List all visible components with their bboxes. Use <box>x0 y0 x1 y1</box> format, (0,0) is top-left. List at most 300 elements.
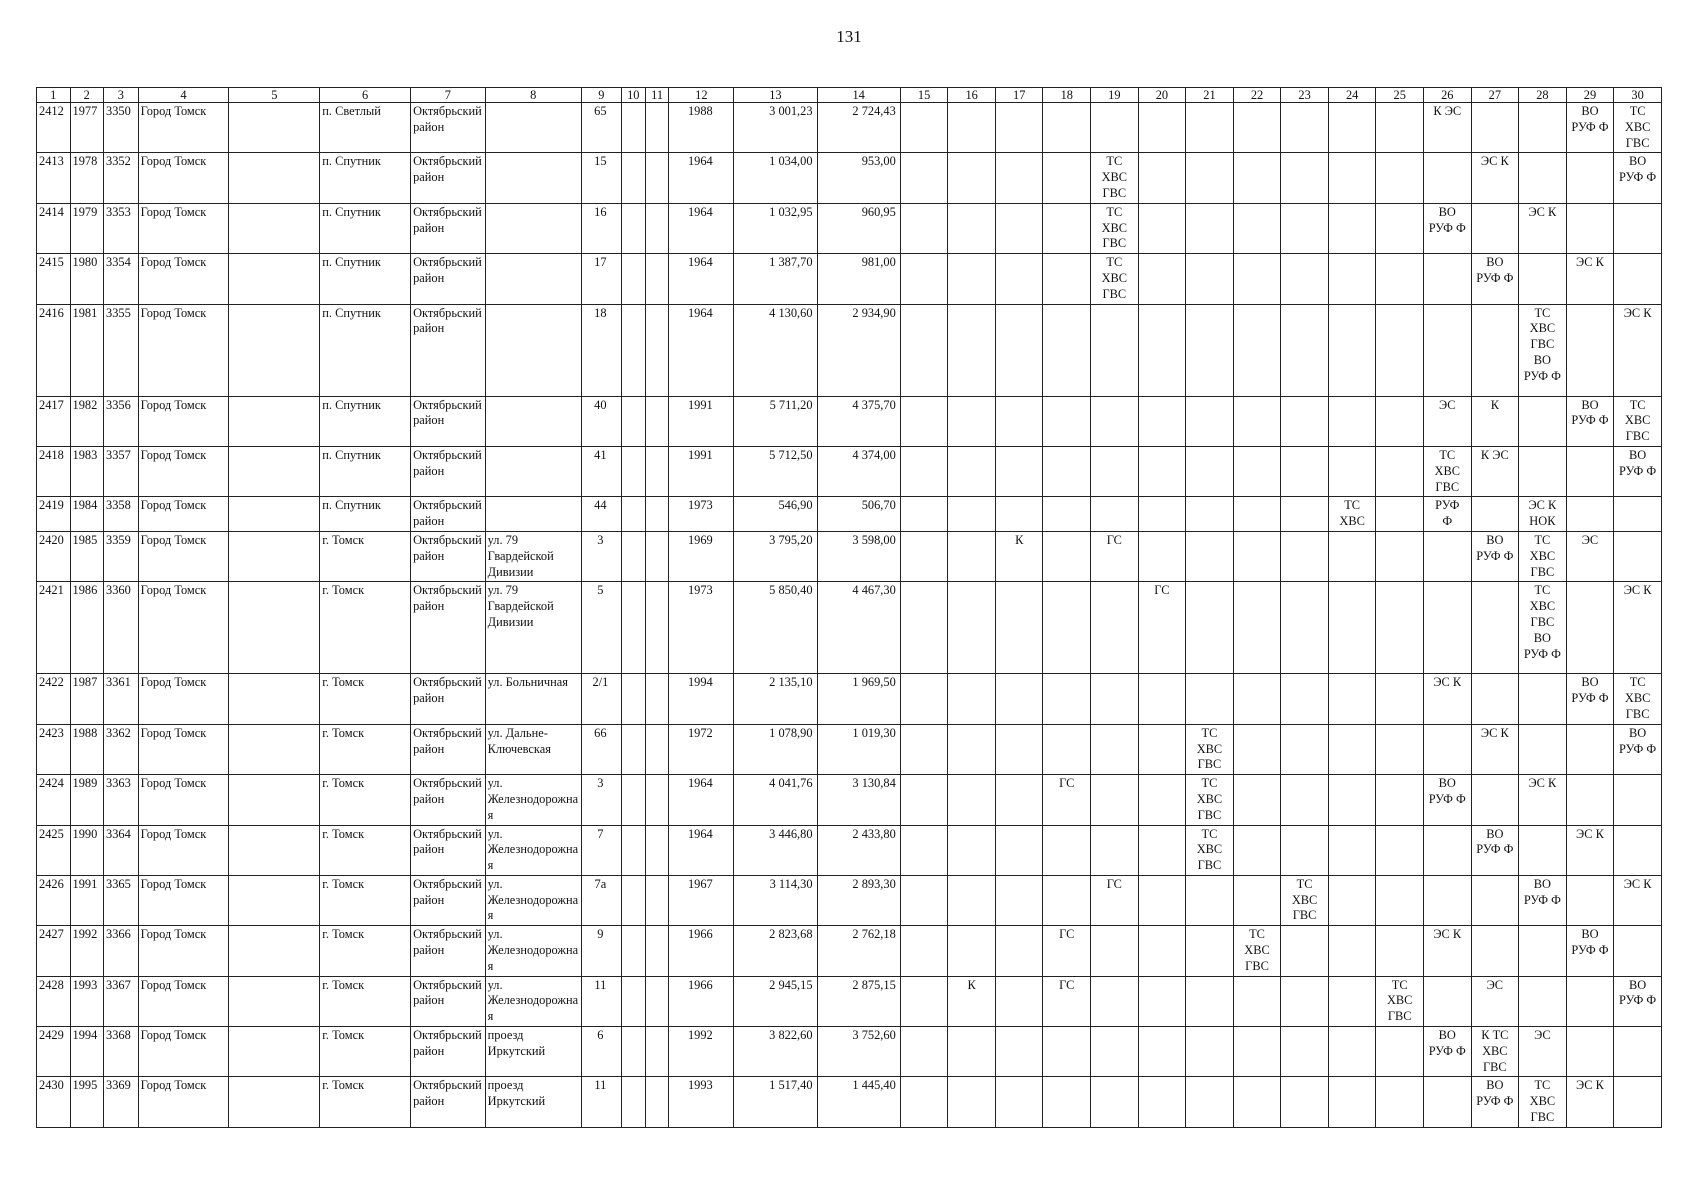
cell-col-5 <box>229 875 320 925</box>
cell-col-12: 1973 <box>669 582 734 674</box>
cell-col-4: Город Томск <box>138 926 229 976</box>
cell-col-30: ЭС К <box>1614 875 1662 925</box>
cell-col-17 <box>995 724 1043 774</box>
cell-col-29: ЭС К <box>1566 254 1614 304</box>
cell-col-5 <box>229 153 320 203</box>
cell-col-21 <box>1186 203 1234 253</box>
cell-col-20 <box>1138 1077 1186 1127</box>
cell-col-7: Октябрьский район <box>411 674 486 724</box>
cell-col-29: ЭС К <box>1566 1077 1614 1127</box>
cell-col-10 <box>621 674 645 724</box>
cell-col-20 <box>1138 775 1186 825</box>
cell-col-5 <box>229 103 320 153</box>
cell-col-28: ЭС К НОК <box>1519 497 1567 532</box>
cell-col-18 <box>1043 254 1091 304</box>
cell-col-14: 2 433,80 <box>817 825 900 875</box>
cell-col-7: Октябрьский район <box>411 254 486 304</box>
cell-col-23 <box>1281 582 1329 674</box>
cell-col-11 <box>645 775 669 825</box>
cell-col-15 <box>900 304 948 396</box>
cell-col-21 <box>1186 497 1234 532</box>
cell-col-5 <box>229 1077 320 1127</box>
cell-col-6: п. Спутник <box>320 203 411 253</box>
cell-col-11 <box>645 875 669 925</box>
table-row <box>37 926 1662 976</box>
cell-col-1: 2412 <box>37 103 71 153</box>
cell-col-8 <box>485 153 581 203</box>
cell-col-19 <box>1091 976 1139 1026</box>
cell-col-14: 981,00 <box>817 254 900 304</box>
cell-col-22 <box>1233 674 1281 724</box>
cell-col-15 <box>900 1077 948 1127</box>
cell-col-9: 40 <box>581 396 621 446</box>
cell-col-3: 3359 <box>104 531 139 581</box>
cell-col-24 <box>1328 1077 1376 1127</box>
cell-col-8: ул. Железнодорожная <box>485 926 581 976</box>
cell-col-15 <box>900 1027 948 1077</box>
table-row <box>37 254 1662 304</box>
cell-col-30 <box>1614 203 1662 253</box>
cell-col-28: ТС ХВС ГВС <box>1519 1077 1567 1127</box>
cell-col-28: ЭС <box>1519 1027 1567 1077</box>
cell-col-1: 2413 <box>37 153 71 203</box>
cell-col-7: Октябрьский район <box>411 976 486 1026</box>
cell-col-11 <box>645 103 669 153</box>
column-number-21: 21 <box>1186 88 1234 103</box>
cell-col-27: ВО РУФ Ф <box>1471 1077 1519 1127</box>
cell-col-22 <box>1233 1077 1281 1127</box>
cell-col-2: 1983 <box>70 446 104 496</box>
cell-col-28 <box>1519 926 1567 976</box>
cell-col-18 <box>1043 497 1091 532</box>
cell-col-16 <box>948 446 996 496</box>
cell-col-19 <box>1091 724 1139 774</box>
cell-col-6: г. Томск <box>320 531 411 581</box>
cell-col-12: 1994 <box>669 674 734 724</box>
column-number-25: 25 <box>1376 88 1424 103</box>
cell-col-4: Город Томск <box>138 531 229 581</box>
cell-col-23 <box>1281 153 1329 203</box>
cell-col-17 <box>995 926 1043 976</box>
cell-col-1: 2424 <box>37 775 71 825</box>
table-row <box>37 1077 1662 1127</box>
cell-col-3: 3356 <box>104 396 139 446</box>
cell-col-26 <box>1423 254 1471 304</box>
cell-col-21 <box>1186 926 1234 976</box>
cell-col-5 <box>229 926 320 976</box>
cell-col-9: 9 <box>581 926 621 976</box>
cell-col-25 <box>1376 1027 1424 1077</box>
page-number: 131 <box>836 27 862 46</box>
cell-col-9: 3 <box>581 775 621 825</box>
cell-col-26: ЭС К <box>1423 674 1471 724</box>
cell-col-13: 3 001,23 <box>734 103 817 153</box>
cell-col-7: Октябрьский район <box>411 724 486 774</box>
cell-col-19: ТС ХВС ГВС <box>1091 153 1139 203</box>
cell-col-20 <box>1138 304 1186 396</box>
cell-col-18 <box>1043 582 1091 674</box>
cell-col-28 <box>1519 724 1567 774</box>
column-number-6: 6 <box>320 88 411 103</box>
cell-col-8: ул. Железнодорожная <box>485 875 581 925</box>
cell-col-19: ТС ХВС ГВС <box>1091 254 1139 304</box>
cell-col-21 <box>1186 254 1234 304</box>
cell-col-1: 2417 <box>37 396 71 446</box>
cell-col-19: ТС ХВС ГВС <box>1091 203 1139 253</box>
cell-col-6: г. Томск <box>320 775 411 825</box>
cell-col-6: п. Спутник <box>320 304 411 396</box>
cell-col-10 <box>621 103 645 153</box>
cell-col-3: 3361 <box>104 674 139 724</box>
cell-col-6: г. Томск <box>320 582 411 674</box>
cell-col-8: ул. 79 Гвардейской Дивизии <box>485 531 581 581</box>
cell-col-22 <box>1233 446 1281 496</box>
cell-col-25 <box>1376 531 1424 581</box>
cell-col-17 <box>995 304 1043 396</box>
cell-col-11 <box>645 724 669 774</box>
cell-col-29 <box>1566 775 1614 825</box>
cell-col-29 <box>1566 1027 1614 1077</box>
cell-col-2: 1978 <box>70 153 104 203</box>
cell-col-10 <box>621 1027 645 1077</box>
cell-col-12: 1964 <box>669 304 734 396</box>
cell-col-20: ГС <box>1138 582 1186 674</box>
cell-col-4: Город Томск <box>138 775 229 825</box>
cell-col-30: ТС ХВС ГВС <box>1614 674 1662 724</box>
cell-col-19 <box>1091 304 1139 396</box>
cell-col-13: 5 712,50 <box>734 446 817 496</box>
cell-col-13: 2 945,15 <box>734 976 817 1026</box>
cell-col-1: 2421 <box>37 582 71 674</box>
cell-col-14: 2 762,18 <box>817 926 900 976</box>
cell-col-19: ГС <box>1091 531 1139 581</box>
cell-col-29 <box>1566 446 1614 496</box>
cell-col-20 <box>1138 254 1186 304</box>
cell-col-21: ТС ХВС ГВС <box>1186 825 1234 875</box>
cell-col-4: Город Томск <box>138 203 229 253</box>
cell-col-7: Октябрьский район <box>411 531 486 581</box>
cell-col-27: К ТС ХВС ГВС <box>1471 1027 1519 1077</box>
cell-col-15 <box>900 976 948 1026</box>
cell-col-8 <box>485 446 581 496</box>
cell-col-17 <box>995 674 1043 724</box>
cell-col-21 <box>1186 976 1234 1026</box>
cell-col-27: К <box>1471 396 1519 446</box>
cell-col-4: Город Томск <box>138 153 229 203</box>
cell-col-4: Город Томск <box>138 304 229 396</box>
cell-col-29: ЭС <box>1566 531 1614 581</box>
cell-col-17 <box>995 976 1043 1026</box>
cell-col-21 <box>1186 396 1234 446</box>
cell-col-2: 1982 <box>70 396 104 446</box>
column-number-9: 9 <box>581 88 621 103</box>
cell-col-17 <box>995 254 1043 304</box>
cell-col-21 <box>1186 1077 1234 1127</box>
cell-col-7: Октябрьский район <box>411 825 486 875</box>
cell-col-6: г. Томск <box>320 976 411 1026</box>
cell-col-27 <box>1471 497 1519 532</box>
cell-col-22 <box>1233 531 1281 581</box>
cell-col-20 <box>1138 103 1186 153</box>
cell-col-1: 2414 <box>37 203 71 253</box>
cell-col-6: г. Томск <box>320 724 411 774</box>
cell-col-13: 4 041,76 <box>734 775 817 825</box>
cell-col-10 <box>621 396 645 446</box>
cell-col-6: п. Спутник <box>320 497 411 532</box>
table-row <box>37 1027 1662 1077</box>
cell-col-14: 1 969,50 <box>817 674 900 724</box>
cell-col-27 <box>1471 304 1519 396</box>
cell-col-2: 1991 <box>70 875 104 925</box>
cell-col-13: 2 823,68 <box>734 926 817 976</box>
cell-col-2: 1994 <box>70 1027 104 1077</box>
cell-col-25 <box>1376 497 1424 532</box>
cell-col-1: 2430 <box>37 1077 71 1127</box>
column-number-11: 11 <box>645 88 669 103</box>
cell-col-28 <box>1519 674 1567 724</box>
cell-col-2: 1993 <box>70 976 104 1026</box>
cell-col-10 <box>621 446 645 496</box>
cell-col-20 <box>1138 497 1186 532</box>
cell-col-24 <box>1328 153 1376 203</box>
cell-col-3: 3367 <box>104 976 139 1026</box>
column-number-29: 29 <box>1566 88 1614 103</box>
cell-col-17 <box>995 1027 1043 1077</box>
table-row <box>37 396 1662 446</box>
column-number-7: 7 <box>411 88 486 103</box>
cell-col-10 <box>621 582 645 674</box>
cell-col-15 <box>900 203 948 253</box>
cell-col-28 <box>1519 153 1567 203</box>
cell-col-17 <box>995 153 1043 203</box>
column-number-27: 27 <box>1471 88 1519 103</box>
cell-col-18 <box>1043 396 1091 446</box>
cell-col-19 <box>1091 1027 1139 1077</box>
cell-col-13: 3 822,60 <box>734 1027 817 1077</box>
cell-col-22 <box>1233 1027 1281 1077</box>
cell-col-19 <box>1091 1077 1139 1127</box>
cell-col-18 <box>1043 153 1091 203</box>
cell-col-23 <box>1281 775 1329 825</box>
column-number-14: 14 <box>817 88 900 103</box>
cell-col-4: Город Томск <box>138 724 229 774</box>
cell-col-26: ВО РУФ Ф <box>1423 203 1471 253</box>
cell-col-1: 2419 <box>37 497 71 532</box>
cell-col-18 <box>1043 1077 1091 1127</box>
cell-col-16 <box>948 825 996 875</box>
column-number-28: 28 <box>1519 88 1567 103</box>
cell-col-5 <box>229 304 320 396</box>
cell-col-12: 1966 <box>669 976 734 1026</box>
cell-col-1: 2427 <box>37 926 71 976</box>
cell-col-4: Город Томск <box>138 1027 229 1077</box>
cell-col-22 <box>1233 875 1281 925</box>
cell-col-23: ТС ХВС ГВС <box>1281 875 1329 925</box>
cell-col-21: ТС ХВС ГВС <box>1186 724 1234 774</box>
column-number-12: 12 <box>669 88 734 103</box>
cell-col-25 <box>1376 775 1424 825</box>
cell-col-2: 1984 <box>70 497 104 532</box>
cell-col-29 <box>1566 976 1614 1026</box>
cell-col-30 <box>1614 1077 1662 1127</box>
cell-col-11 <box>645 1077 669 1127</box>
cell-col-20 <box>1138 446 1186 496</box>
cell-col-6: г. Томск <box>320 825 411 875</box>
cell-col-18 <box>1043 531 1091 581</box>
cell-col-11 <box>645 396 669 446</box>
cell-col-15 <box>900 103 948 153</box>
table-row <box>37 825 1662 875</box>
cell-col-28 <box>1519 254 1567 304</box>
cell-col-2: 1977 <box>70 103 104 153</box>
cell-col-24 <box>1328 254 1376 304</box>
cell-col-17 <box>995 497 1043 532</box>
cell-col-18 <box>1043 103 1091 153</box>
cell-col-29 <box>1566 304 1614 396</box>
cell-col-24 <box>1328 1027 1376 1077</box>
cell-col-13: 5 711,20 <box>734 396 817 446</box>
housing-register-table <box>36 87 1662 1128</box>
cell-col-16 <box>948 582 996 674</box>
cell-col-18: ГС <box>1043 926 1091 976</box>
cell-col-25: ТС ХВС ГВС <box>1376 976 1424 1026</box>
cell-col-26 <box>1423 875 1471 925</box>
cell-col-29: ВО РУФ Ф <box>1566 926 1614 976</box>
cell-col-18 <box>1043 724 1091 774</box>
cell-col-19 <box>1091 582 1139 674</box>
cell-col-9: 18 <box>581 304 621 396</box>
cell-col-16 <box>948 674 996 724</box>
column-number-13: 13 <box>734 88 817 103</box>
cell-col-7: Октябрьский район <box>411 203 486 253</box>
cell-col-12: 1967 <box>669 875 734 925</box>
cell-col-9: 2/1 <box>581 674 621 724</box>
cell-col-7: Октябрьский район <box>411 775 486 825</box>
cell-col-5 <box>229 254 320 304</box>
table-row <box>37 674 1662 724</box>
cell-col-2: 1980 <box>70 254 104 304</box>
cell-col-15 <box>900 875 948 925</box>
cell-col-24 <box>1328 926 1376 976</box>
cell-col-16 <box>948 775 996 825</box>
cell-col-11 <box>645 976 669 1026</box>
cell-col-6: п. Спутник <box>320 153 411 203</box>
cell-col-10 <box>621 497 645 532</box>
cell-col-22 <box>1233 825 1281 875</box>
cell-col-5 <box>229 1027 320 1077</box>
column-number-18: 18 <box>1043 88 1091 103</box>
cell-col-30 <box>1614 497 1662 532</box>
cell-col-27: ЭС К <box>1471 153 1519 203</box>
cell-col-14: 3 752,60 <box>817 1027 900 1077</box>
cell-col-19 <box>1091 775 1139 825</box>
cell-col-24 <box>1328 446 1376 496</box>
table-row <box>37 531 1662 581</box>
cell-col-8: проезд Иркутский <box>485 1077 581 1127</box>
cell-col-13: 1 032,95 <box>734 203 817 253</box>
cell-col-6: п. Спутник <box>320 254 411 304</box>
cell-col-19 <box>1091 926 1139 976</box>
cell-col-26: ЭС <box>1423 396 1471 446</box>
cell-col-20 <box>1138 825 1186 875</box>
cell-col-15 <box>900 825 948 875</box>
cell-col-8: ул. 79 Гвардейской Дивизии <box>485 582 581 674</box>
cell-col-10 <box>621 203 645 253</box>
cell-col-13: 3 446,80 <box>734 825 817 875</box>
cell-col-2: 1995 <box>70 1077 104 1127</box>
cell-col-14: 960,95 <box>817 203 900 253</box>
cell-col-3: 3368 <box>104 1027 139 1077</box>
cell-col-22 <box>1233 582 1281 674</box>
cell-col-1: 2428 <box>37 976 71 1026</box>
cell-col-6: г. Томск <box>320 875 411 925</box>
cell-col-5 <box>229 976 320 1026</box>
cell-col-2: 1985 <box>70 531 104 581</box>
cell-col-30: ТС ХВС ГВС <box>1614 103 1662 153</box>
cell-col-16 <box>948 1027 996 1077</box>
cell-col-28 <box>1519 825 1567 875</box>
table-row <box>37 153 1662 203</box>
cell-col-18 <box>1043 446 1091 496</box>
column-number-30: 30 <box>1614 88 1662 103</box>
cell-col-7: Октябрьский район <box>411 153 486 203</box>
cell-col-13: 546,90 <box>734 497 817 532</box>
cell-col-3: 3355 <box>104 304 139 396</box>
cell-col-15 <box>900 497 948 532</box>
cell-col-18 <box>1043 1027 1091 1077</box>
cell-col-28: ТС ХВС ГВС ВО РУФ Ф <box>1519 582 1567 674</box>
cell-col-25 <box>1376 582 1424 674</box>
cell-col-4: Город Томск <box>138 254 229 304</box>
cell-col-2: 1981 <box>70 304 104 396</box>
column-number-23: 23 <box>1281 88 1329 103</box>
cell-col-25 <box>1376 674 1424 724</box>
cell-col-3: 3360 <box>104 582 139 674</box>
cell-col-16 <box>948 724 996 774</box>
cell-col-22 <box>1233 497 1281 532</box>
cell-col-4: Город Томск <box>138 1077 229 1127</box>
cell-col-17 <box>995 446 1043 496</box>
cell-col-27: ЭС <box>1471 976 1519 1026</box>
cell-col-13: 1 034,00 <box>734 153 817 203</box>
cell-col-7: Октябрьский район <box>411 875 486 925</box>
cell-col-23 <box>1281 396 1329 446</box>
cell-col-18 <box>1043 875 1091 925</box>
cell-col-3: 3364 <box>104 825 139 875</box>
cell-col-11 <box>645 926 669 976</box>
cell-col-21 <box>1186 582 1234 674</box>
cell-col-11 <box>645 582 669 674</box>
cell-col-11 <box>645 825 669 875</box>
cell-col-14: 2 724,43 <box>817 103 900 153</box>
cell-col-25 <box>1376 153 1424 203</box>
cell-col-30 <box>1614 531 1662 581</box>
cell-col-17 <box>995 875 1043 925</box>
cell-col-16 <box>948 153 996 203</box>
cell-col-12: 1964 <box>669 254 734 304</box>
cell-col-29 <box>1566 875 1614 925</box>
cell-col-20 <box>1138 976 1186 1026</box>
cell-col-27 <box>1471 203 1519 253</box>
cell-col-16 <box>948 103 996 153</box>
column-number-2: 2 <box>70 88 104 103</box>
column-number-22: 22 <box>1233 88 1281 103</box>
cell-col-5 <box>229 775 320 825</box>
cell-col-29 <box>1566 153 1614 203</box>
cell-col-11 <box>645 446 669 496</box>
cell-col-23 <box>1281 103 1329 153</box>
cell-col-30: ТС ХВС ГВС <box>1614 396 1662 446</box>
